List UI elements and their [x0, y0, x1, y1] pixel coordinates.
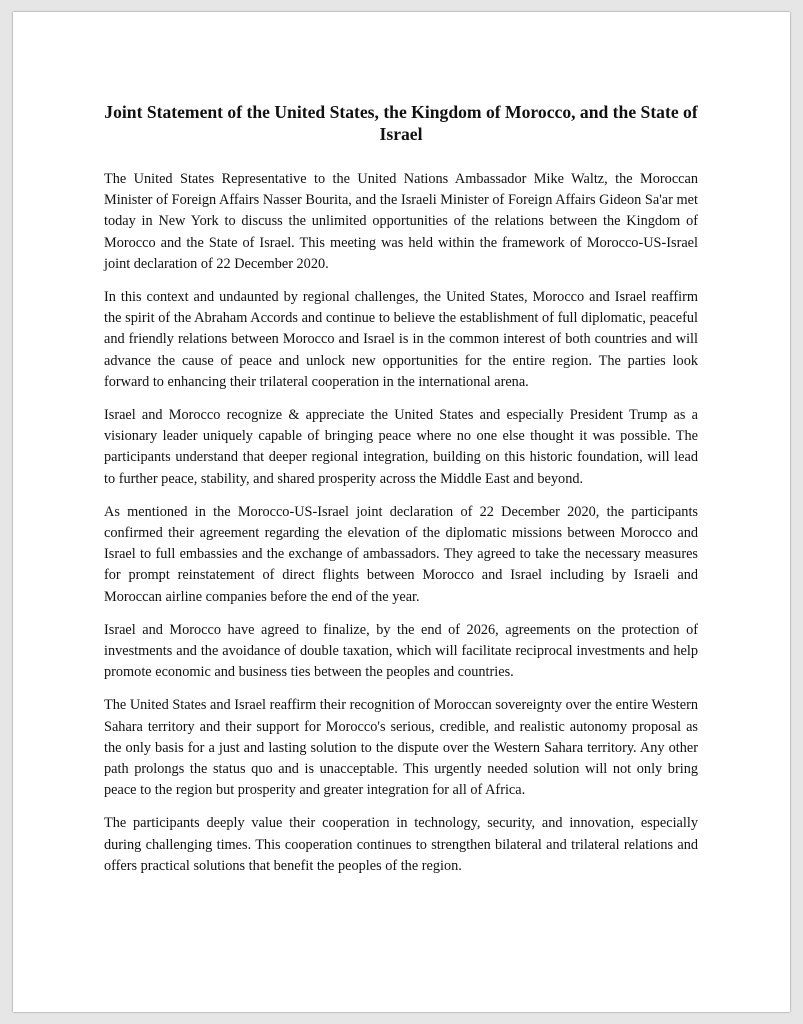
document-page [13, 12, 790, 1012]
paragraph-recognition: Israel and Morocco recognize & appreciate the United States and especially President Trump as a visionary leader uniquely capable of bringing peace where no one else thought it was possible. The participants understand that deeper regional integration, building on this historic foundation, will lead to further peace, stability, and shared prosperity across the Middle East and beyond. [104, 407, 698, 487]
paragraph-cooperation: The participants deeply value their cooperation in technology, security, and innovation, especially during challenging times. This cooperation continues to strengthen bilateral and trilateral relations and offers practical solutions that benefit the peoples of the region. [104, 815, 698, 874]
paragraph-embassies: As mentioned in the Morocco-US-Israel joint declaration of 22 December 2020, the participants confirmed their agreement regarding the elevation of the diplomatic missions between Morocco and Israel to full embassies and the exchange of ambassadors. They agreed to take the necessary measures for prompt reinstatement of direct flights between Morocco and Israel including by Israeli and Moroccan airline companies before the end of the year. [104, 503, 698, 605]
paragraph-meeting: The United States Representative to the United Nations Ambassador Mike Waltz, the Moroccan Minister of Foreign Affairs Nasser Bourita, and the Israeli Minister of Foreign Affairs Gideon Sa'ar met today in New York to discuss the unlimited opportunities of the relations between the Kingdom of Morocco and the State of Israel. This meeting was held within the framework of Morocco-US-Israel joint declaration of 22 December 2020. [104, 171, 698, 272]
paragraph-investments: Israel and Morocco have agreed to finalize, by the end of 2026, agreements on the protection of investments and the avoidance of double taxation, which will facilitate reciprocal investments and help promote economic and business ties between the peoples and countries. [104, 621, 698, 681]
paragraph-abraham-accords: In this context and undaunted by regional challenges, the United States, Morocco and Israel reaffirm the spirit of the Abraham Accords and continue to believe the establishment of full diplomatic, peaceful and friendly relations between Morocco and Israel is in the common interest of both countries and will advance the cause of peace and unlock new opportunities for the entire region. The parties look forward to enhancing their trilateral cooperation in the international arena. [104, 289, 698, 390]
paragraph-western-sahara: The United States and Israel reaffirm their recognition of Moroccan sovereignty over the entire Western Sahara territory and their support for Morocco's serious, credible, and realistic autonomy proposal as the only basis for a just and lasting solution to the dispute over the Western Sahara territory. Any other path prolongs the status quo and is unacceptable. This urgently needed solution will not only bring peace to the region but prosperity and greater integration for all of Africa. [104, 697, 698, 799]
document-title: Joint Statement of the United States, the Kingdom of Morocco, and the State of Israel [104, 102, 698, 144]
